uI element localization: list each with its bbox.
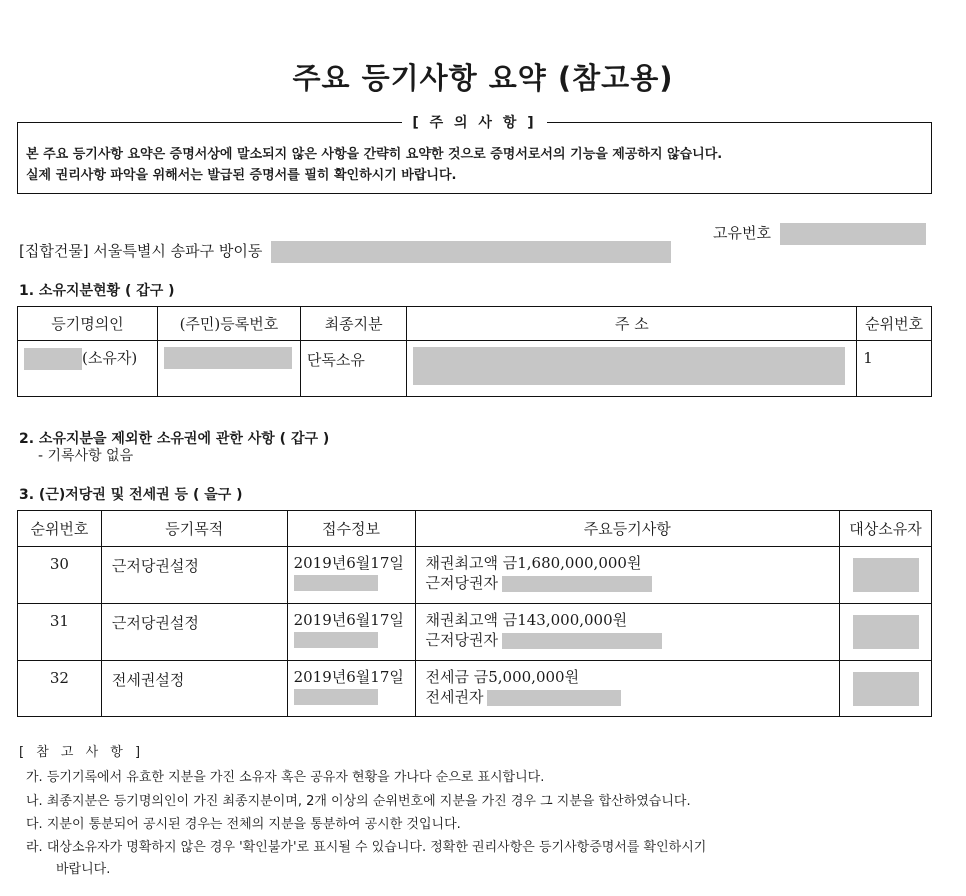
property-address: [집합건물] 서울특별시 송파구 방이동 — [19, 240, 671, 263]
target-owner-cell — [840, 661, 932, 717]
notice-line-1: 본 주요 등기사항 요약은 증명서상에 말소되지 않은 사항을 간략히 요약한 것으로 증명서로서의 기능을 제공하지 않습니다. — [26, 147, 723, 162]
lessee-redacted — [487, 690, 621, 706]
col-reg-number: (주민)등록번호 — [157, 307, 300, 341]
section2-title: 2. 소유지분을 제외한 소유권에 관한 사항 ( 갑구 ) — [19, 431, 330, 447]
rank-value: 1 — [857, 341, 932, 397]
unique-number-redacted — [780, 223, 926, 245]
notice-box — [17, 115, 932, 194]
receipt-cell: 2019년6월17일 — [287, 661, 415, 717]
target-owner-cell — [840, 547, 932, 604]
receipt-no-redacted — [294, 632, 378, 648]
note-ga: 가. 등기기록에서 유효한 지분을 가진 소유자 혹은 공유자 현황을 가나다 순으로 표시합니다. — [26, 770, 545, 785]
rank-cell: 32 — [18, 661, 102, 717]
main-items-cell: 전세금 금5,000,000원 전세권자 — [415, 661, 840, 717]
notes-title: [ 참 고 사 항 ] — [19, 745, 145, 760]
receipt-no-redacted — [294, 689, 378, 705]
note-ra-cont: 바랍니다. — [56, 862, 111, 877]
ownership-table — [17, 306, 932, 397]
target-owner-redacted — [853, 672, 919, 706]
table-row — [18, 341, 932, 397]
unique-number-label: 고유번호 — [713, 222, 926, 245]
section1-title: 1. 소유지분현황 ( 갑구 ) — [19, 283, 175, 299]
note-ra: 라. 대상소유자가 명확하지 않은 경우 '확인불가'로 표시될 수 있습니다. 정확한 권리사항은 등기사항증명서를 확인하시기 — [26, 840, 707, 855]
receipt-no-redacted — [294, 575, 378, 591]
table-row — [18, 547, 932, 604]
purpose-cell: 근저당권설정 — [101, 604, 287, 661]
mortgage-table — [17, 510, 932, 717]
main-items-cell: 채권최고액 금1,680,000,000원 근저당권자 — [415, 547, 840, 604]
owner-address-redacted — [413, 347, 845, 385]
note-da: 다. 지분이 통분되어 공시된 경우는 전체의 지분을 통분하여 공시한 것입니다. — [26, 817, 461, 832]
col-rank: 순위번호 — [857, 307, 932, 341]
address-redacted — [271, 241, 671, 263]
table-row — [18, 604, 932, 661]
col-share: 최종지분 — [300, 307, 406, 341]
purpose-cell: 근저당권설정 — [101, 547, 287, 604]
col-address: 주 소 — [407, 307, 857, 341]
owner-suffix: (소유자) — [82, 349, 138, 367]
col-receipt: 접수정보 — [287, 511, 415, 547]
col-rank: 순위번호 — [18, 511, 102, 547]
target-owner-cell — [840, 604, 932, 661]
col-purpose: 등기목적 — [101, 511, 287, 547]
creditor-redacted — [502, 576, 652, 592]
reg-number-redacted — [164, 347, 292, 369]
receipt-cell: 2019년6월17일 — [287, 604, 415, 661]
col-main-items: 주요등기사항 — [415, 511, 840, 547]
notice-line-2: 실제 권리사항 파악을 위해서는 발급된 증명서를 필히 확인하시기 바랍니다. — [26, 168, 457, 183]
receipt-cell: 2019년6월17일 — [287, 547, 415, 604]
note-na: 나. 최종지분은 등기명의인이 가진 최종지분이며, 2개 이상의 순위번호에 지분을 가진 경우 그 지분을 합산하였습니다. — [26, 794, 691, 809]
col-owner: 등기명의인 — [18, 307, 158, 341]
creditor-redacted — [502, 633, 662, 649]
rank-cell: 31 — [18, 604, 102, 661]
col-target-owner: 대상소유자 — [840, 511, 932, 547]
rank-cell: 30 — [18, 547, 102, 604]
owner-redacted — [24, 348, 82, 370]
no-records-note: - 기록사항 없음 — [38, 448, 134, 464]
section3-title: 3. (근)저당권 및 전세권 등 ( 을구 ) — [19, 487, 243, 503]
target-owner-redacted — [853, 615, 919, 649]
target-owner-redacted — [853, 558, 919, 592]
share-value: 단독소유 — [300, 341, 406, 397]
table-row — [18, 661, 932, 717]
main-items-cell: 채권최고액 금143,000,000원 근저당권자 — [415, 604, 840, 661]
page-title: 주요 등기사항 요약 (참고용) — [292, 61, 674, 95]
notice-header: [ 주 의 사 항 ] — [18, 112, 931, 132]
purpose-cell: 전세권설정 — [101, 661, 287, 717]
